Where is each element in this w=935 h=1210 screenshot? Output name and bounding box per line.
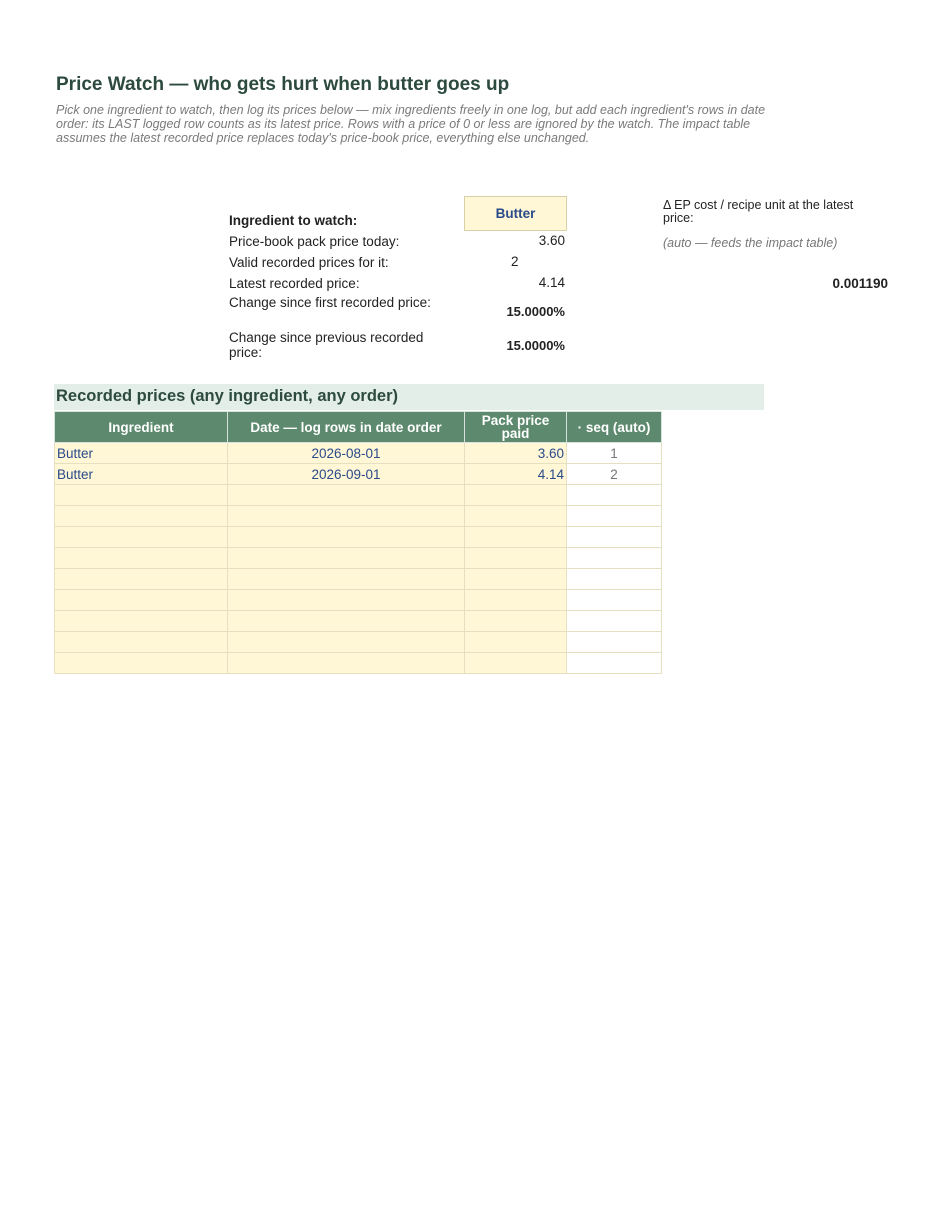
price-cell[interactable]: 4.14 [465, 464, 567, 485]
page-subtitle: Pick one ingredient to watch, then log its prices below — mix ingredients freely in one log, but add each ingredient's rows in date order: its LAST logged row counts as its latest price. Rows with a price of 0 or less are ignored by the watch. The impact table assumes the latest recorded price replaces today's price-book price, everything else unchanged. [56, 103, 766, 145]
date-cell[interactable] [228, 590, 465, 611]
date-cell[interactable] [228, 569, 465, 590]
table-row [55, 653, 662, 674]
ingredient-cell[interactable] [55, 527, 228, 548]
date-cell[interactable] [228, 632, 465, 653]
seq-cell: 1 [567, 443, 662, 464]
valid-count-value: 2 [511, 254, 519, 269]
price-cell[interactable] [465, 632, 567, 653]
delta-ep-cost-label: Δ EP cost / recipe unit at the latest price: [663, 198, 854, 225]
table-row [55, 443, 662, 464]
column-header-seq: · seq (auto) [567, 412, 662, 443]
ingredient-cell[interactable] [55, 569, 228, 590]
latest-price-label: Latest recorded price: [229, 276, 360, 291]
page-title: Price Watch — who gets hurt when butter goes up [56, 74, 510, 95]
seq-cell [567, 611, 662, 632]
table-row [55, 464, 662, 485]
table-row [55, 590, 662, 611]
date-cell[interactable] [228, 506, 465, 527]
seq-cell [567, 590, 662, 611]
pack-price-value: 3.60 [538, 233, 565, 248]
price-cell[interactable] [465, 527, 567, 548]
recorded-prices-table [54, 411, 662, 674]
column-header-price: Pack price paid [465, 412, 567, 443]
delta-ep-cost-value: 0.001190 [832, 276, 888, 291]
ingredient-cell[interactable] [55, 590, 228, 611]
price-cell[interactable] [465, 653, 567, 674]
price-cell[interactable] [465, 569, 567, 590]
ingredient-cell[interactable] [55, 548, 228, 569]
delta-ep-cost-note: (auto — feeds the impact table) [663, 236, 838, 250]
seq-cell [567, 485, 662, 506]
table-row [55, 485, 662, 506]
table-row [55, 548, 662, 569]
price-cell[interactable] [465, 590, 567, 611]
price-cell[interactable] [465, 506, 567, 527]
seq-cell [567, 506, 662, 527]
table-row [55, 527, 662, 548]
ingredient-cell[interactable] [55, 632, 228, 653]
price-cell[interactable] [465, 611, 567, 632]
pack-price-label: Price-book pack price today: [229, 234, 400, 249]
change-prev-label: Change since previous recorded price: [229, 330, 424, 360]
latest-price-value: 4.14 [538, 275, 565, 290]
section-title: Recorded prices (any ingredient, any order) [56, 387, 399, 405]
table-row [55, 611, 662, 632]
ingredient-cell[interactable] [55, 653, 228, 674]
table-row [55, 569, 662, 590]
date-cell[interactable] [228, 611, 465, 632]
column-header-ingredient: Ingredient [55, 412, 228, 443]
seq-cell: 2 [567, 464, 662, 485]
valid-count-label: Valid recorded prices for it: [229, 255, 389, 270]
ingredient-cell[interactable] [55, 506, 228, 527]
date-cell[interactable] [228, 485, 465, 506]
date-cell[interactable]: 2026-08-01 [228, 443, 465, 464]
table-row [55, 506, 662, 527]
change-first-label: Change since first recorded price: [229, 295, 431, 310]
ingredient-cell[interactable]: Butter [55, 464, 228, 485]
table-row [55, 632, 662, 653]
date-cell[interactable] [228, 527, 465, 548]
ingredient-cell[interactable]: Butter [55, 443, 228, 464]
seq-cell [567, 632, 662, 653]
seq-cell [567, 569, 662, 590]
ingredient-cell[interactable] [55, 611, 228, 632]
date-cell[interactable]: 2026-09-01 [228, 464, 465, 485]
date-cell[interactable] [228, 653, 465, 674]
seq-cell [567, 527, 662, 548]
price-cell[interactable] [465, 548, 567, 569]
ingredient-to-watch-label: Ingredient to watch: [229, 213, 358, 228]
price-cell[interactable] [465, 485, 567, 506]
date-cell[interactable] [228, 548, 465, 569]
change-first-value: 15.0000% [506, 304, 565, 319]
ingredient-cell[interactable] [55, 485, 228, 506]
ingredient-to-watch-input[interactable]: Butter [464, 196, 567, 231]
seq-cell [567, 653, 662, 674]
change-prev-value: 15.0000% [506, 338, 565, 353]
table-header-row [55, 412, 662, 443]
column-header-date: Date — log rows in date order [228, 412, 465, 443]
seq-cell [567, 548, 662, 569]
price-cell[interactable]: 3.60 [465, 443, 567, 464]
